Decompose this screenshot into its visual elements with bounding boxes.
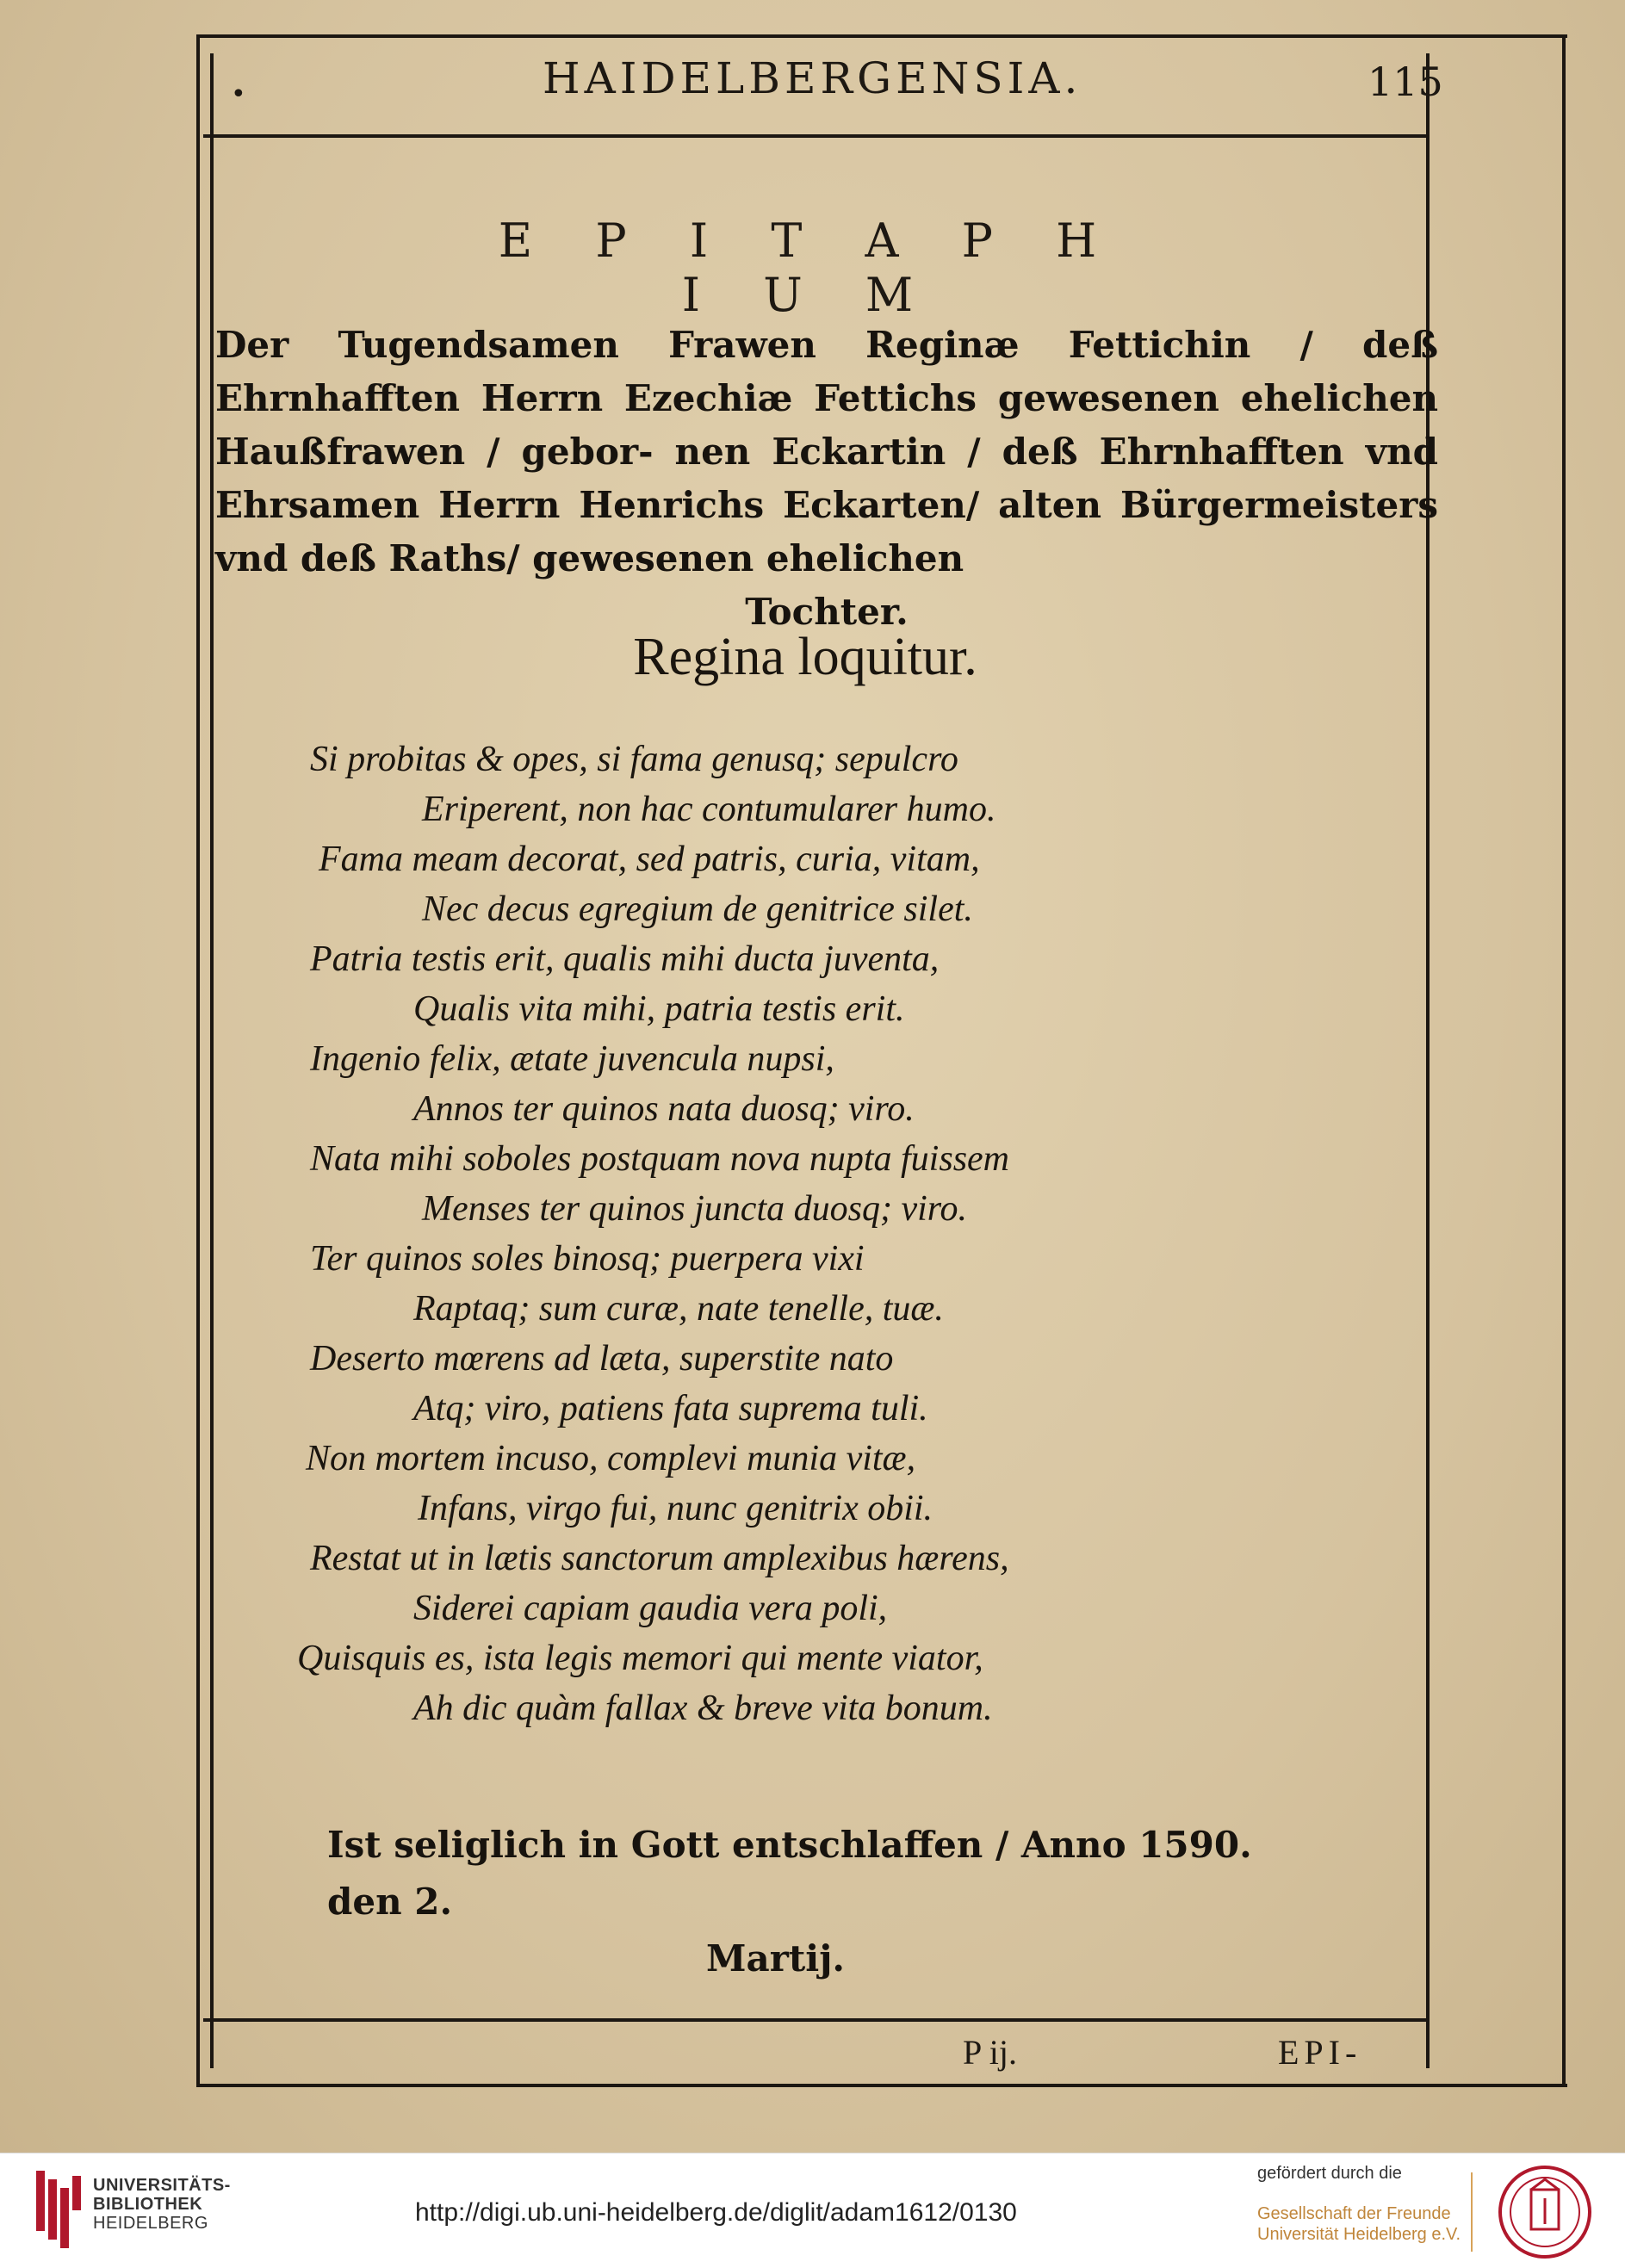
speaker-heading: Regina loquitur.	[633, 628, 977, 686]
poem-line: Quisquis es, ista legis memori qui mente viator,	[297, 1639, 983, 1678]
library-name-line: BIBLIOTHEK	[93, 2195, 203, 2214]
epitaph-title: E P I T A P H I U M	[498, 214, 1121, 322]
page-number: 115	[1368, 59, 1443, 105]
poem-line: Raptaq; sum curæ, nate tenelle, tuæ.	[413, 1289, 944, 1329]
left-frame-outer	[196, 34, 200, 2087]
poem-line: Ah dic quàm fallax & breve vita bonum.	[413, 1689, 993, 1728]
closing-statement	[327, 1817, 1318, 1987]
top-rule	[196, 34, 1567, 38]
footer-rule	[203, 2018, 1428, 2022]
bottom-rule	[196, 2084, 1567, 2087]
poem-line: Patria testis erit, qualis mihi ducta juventa,	[310, 939, 940, 979]
intro-line: Herrn Ezechiæ Fettichs gewesenen ehelichen Haußfrawen / gebor-	[215, 377, 1438, 473]
poem-line: Qualis vita mihi, patria testis erit.	[413, 989, 905, 1029]
society-name-line: Universität Heidelberg e.V.	[1257, 2225, 1461, 2244]
poem-line: Nata mihi soboles postquam nova nupta fuissem	[310, 1139, 1010, 1179]
society-name	[1257, 2203, 1461, 2245]
intro-line: Tochter.	[745, 591, 909, 633]
poem-line: Eriperent, non hac contumularer humo.	[422, 790, 996, 829]
poem-line: Nec decus egregium de genitrice silet.	[422, 889, 973, 929]
poem-line: Non mortem incuso, complevi munia vitæ,	[306, 1439, 916, 1478]
poem-line: Siderei capiam gaudia vera poli,	[413, 1589, 888, 1628]
poem-line: Deserto mœrens ad læta, superstite nato	[310, 1339, 894, 1379]
university-seal-icon	[1497, 2164, 1593, 2260]
poem-line: Menses ter quinos juncta duosq; viro.	[422, 1189, 968, 1229]
poem-line: Si probitas & opes, si fama genusq; sepulcro	[310, 740, 958, 779]
running-head: HAIDELBERGENSIA.	[543, 53, 1082, 103]
poem-line: Annos ter quinos nata duosq; viro.	[413, 1089, 915, 1129]
society-name-line: Gesellschaft der Freunde	[1257, 2204, 1451, 2223]
intro-line: Eckarten/ alten Bürgermeisters vnd deß Raths/ gewesenen ehelichen	[215, 484, 1439, 579]
ub-logo-icon	[33, 2167, 86, 2253]
poem-line: Fama meam decorat, sed patris, curia, vitam,	[319, 840, 980, 879]
intro-paragraph	[215, 319, 1438, 639]
poem-line: Ingenio felix, ætate juvencula nupsi,	[310, 1039, 834, 1079]
poem-line: Restat ut in lætis sanctorum amplexibus hærens,	[310, 1539, 1009, 1578]
library-name-line: HEIDELBERG	[93, 2214, 208, 2233]
closing-line: Ist seliglich in Gott entschlaffen / Anno 1590. den 2.	[327, 1824, 1252, 1923]
closing-line: Martij.	[706, 1937, 846, 1980]
header-rule	[203, 134, 1426, 138]
ornament-dot: •	[231, 79, 246, 109]
right-frame-outer	[1562, 34, 1566, 2087]
poem-line: Atq; viro, patiens fata suprema tuli.	[413, 1389, 928, 1428]
intro-line: Der Tugendsamen Frawen Reginæ Fettichin / deß Ehrnhafften	[215, 324, 1438, 419]
catchword: EPI-	[1278, 2033, 1362, 2072]
footer-divider	[1471, 2172, 1473, 2252]
footer-bar	[0, 2153, 1625, 2268]
signature-mark: P ij.	[963, 2033, 1017, 2072]
intro-line: nen Eckartin / deß Ehrnhafften vnd Ehrsamen Herrn Henrichs	[215, 431, 1438, 526]
library-name-line: UNIVERSITÄTS-	[93, 2176, 231, 2195]
poem-line: Infans, virgo fui, nunc genitrix obii.	[418, 1489, 933, 1528]
library-name	[93, 2176, 231, 2233]
left-frame-inner	[210, 53, 214, 2068]
permalink-url[interactable]: http://digi.ub.uni-heidelberg.de/diglit/adam1612/0130	[415, 2198, 1017, 2227]
sponsor-label: gefördert durch die	[1257, 2164, 1402, 2183]
poem-line: Ter quinos soles binosq; puerpera vixi	[310, 1239, 865, 1279]
